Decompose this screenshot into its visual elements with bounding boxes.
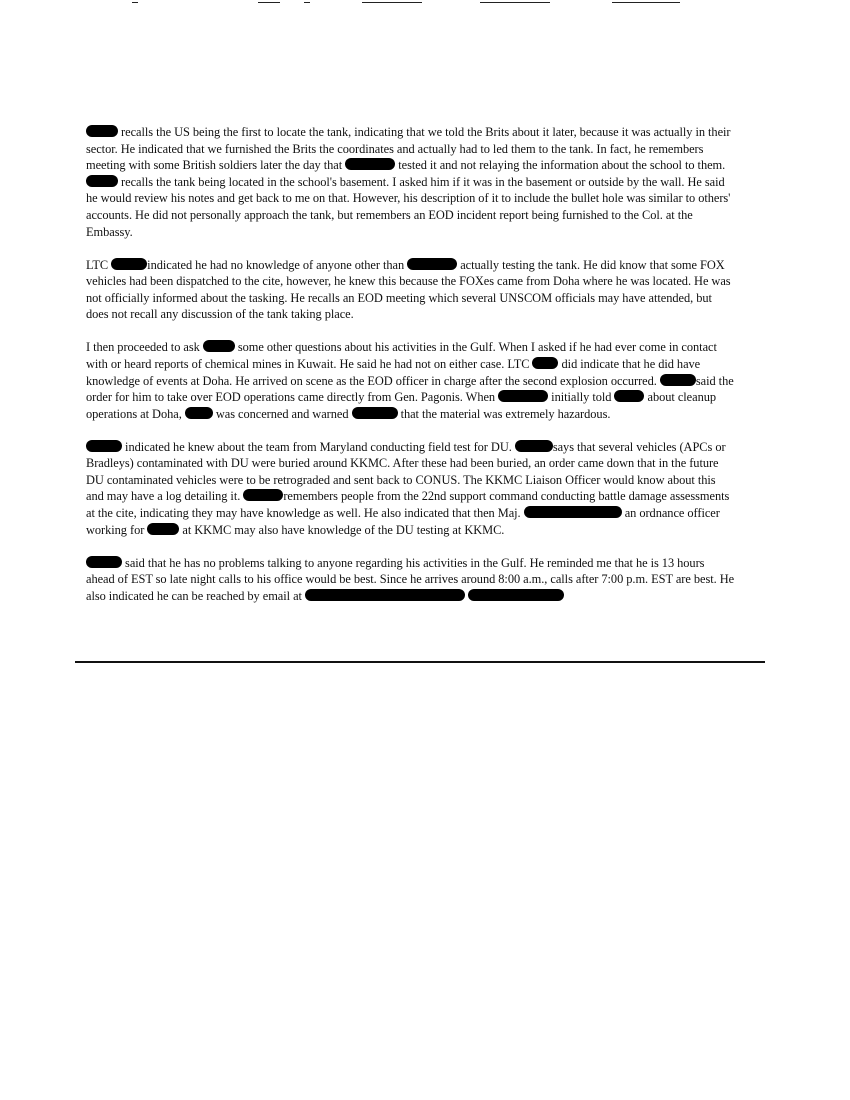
redaction-block [660,374,696,386]
mark [612,2,680,3]
text-segment: some other questions about his activities in the Gulf. When I asked if he had ever come in contact with or heard reports of chemical mines in Kuwait. He said he had not on either case. LTC [86,340,717,371]
text-segment: recalls the US being the first to locate the tank, indicating that we told the Brits about it later, because it was actually in their sector. He indicated that we furnished the Brits the coordinates and actually had to led them to the tank. In fact, he remembers meeting with some British soldiers later the day that [86,125,731,173]
text-segment: recalls the tank being located in the school's basement. I asked him if it was in the basement or outside by the wall. He said he would review his notes and get back to me on that. However, his description of it to include the bullet hole was similar to others' accounts. He did not personally approach the tank, but remembers an EOD incident report being furnished to the Col. at the Embassy. [86,174,731,239]
mark [362,2,422,3]
top-margin-marks [0,0,850,6]
horizontal-rule [75,661,765,663]
text-segment: says that several vehicles (APCs or Bradleys) contaminated with DU were buried around KKMC. After these had been buried, an order came down that in the future DU contaminated vehicles were to be retrograded and sent back to CONUS. The KKMC Liaison Officer would know about this and may have a log detailing it. [86,439,726,504]
text-segment: tested it and not relaying the information about the school to them. [395,158,726,173]
text-segment: remembers people from the 22nd support command conducting battle damage assessments at the cite, indicating they may have knowledge as well. He also indicated that then Maj. [86,489,730,521]
paragraph [86,439,736,539]
text-segment: indicated he knew about the team from Maryland conducting field test for DU. [122,439,515,454]
redaction-block [243,489,283,501]
paragraph [86,339,736,422]
redaction-block [86,175,118,187]
redaction-block [468,589,564,601]
text-segment: LTC [86,257,112,272]
mark [304,2,310,3]
redaction-block [111,258,147,270]
document-body [86,124,736,621]
redaction-block [515,440,553,452]
paragraph [86,555,736,605]
text-segment: initially told [548,390,615,405]
paragraph [86,257,736,323]
redaction-block [345,158,395,170]
redaction-block [86,125,118,137]
mark [480,2,550,3]
redaction-block [614,390,644,402]
redaction-block [532,357,558,369]
redaction-block [407,258,457,270]
paragraph [86,124,736,240]
text-segment: was concerned and warned [212,406,352,421]
redaction-block [305,589,465,601]
text-segment: an ordnance officer working for [86,506,720,537]
text-segment: said that he has no problems talking to anyone regarding his activities in the Gulf. He reminded me that he is 13 hours ahead of EST so late night calls to his office would be best. Since he arrives around 8:00 a.m., calls after 7:00 p.m. EST are best. He also indicated he can be reached by email at [86,555,735,603]
redaction-block [86,556,122,568]
text-segment: actually testing the tank. He did know that some FOX vehicles had been dispatched to the cite, however, he knew this because the FOXes came from Doha where he was located. He was not officially informed about the tasking. He recalls an EOD meeting which several UNSCOM officials may have attended, but does not recall any discussion of the tank taking place. [86,257,731,322]
redaction-block [185,407,213,419]
redaction-block [147,523,179,535]
mark [258,2,280,3]
text-segment: said the order for him to take over EOD operations came directly from Gen. Pagonis. When [86,373,734,405]
mark [132,2,138,3]
text-segment: I then proceeded to ask [86,340,203,355]
text-segment: that the material was extremely hazardous. [397,406,611,421]
text-segment: did indicate that he did have knowledge of events at Doha. He arrived on scene as the EOD officer in charge after the second explosion occurred. [86,356,701,388]
text-segment: about cleanup operations at Doha, [86,390,717,421]
redaction-block [498,390,548,402]
redaction-block [86,440,122,452]
redaction-block [352,407,398,419]
redaction-block [203,340,235,352]
text-segment: at KKMC may also have knowledge of the DU testing at KKMC. [179,522,505,537]
text-segment: indicated he had no knowledge of anyone other than [147,257,408,272]
redaction-block [524,506,622,518]
